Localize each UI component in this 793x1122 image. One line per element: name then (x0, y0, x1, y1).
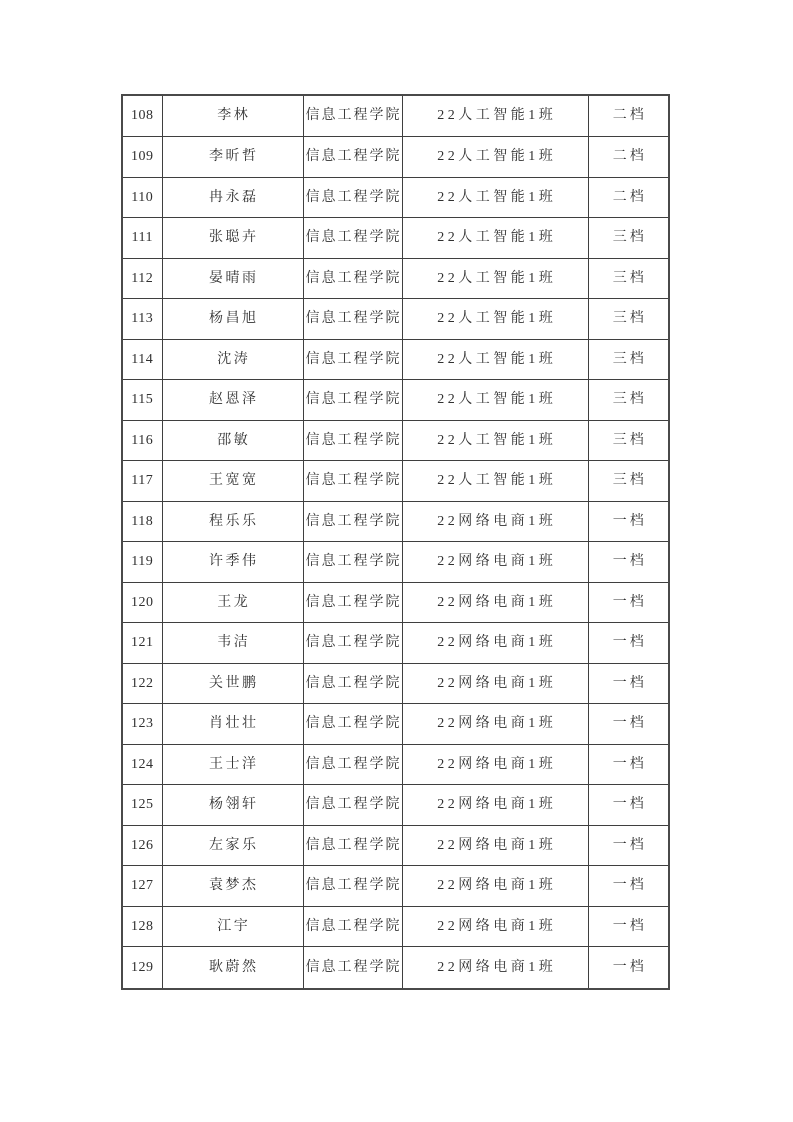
serial-number-cell: 125 (122, 785, 162, 826)
class-cell: 22人工智能1班 (402, 339, 588, 380)
college-cell: 信息工程学院 (303, 461, 402, 502)
tier-cell: 一档 (588, 744, 669, 785)
tier-cell: 二档 (588, 177, 669, 218)
table-row (122, 623, 669, 664)
tier-cell: 三档 (588, 218, 669, 259)
class-cell: 22网络电商1班 (402, 704, 588, 745)
student-name-cell: 李林 (162, 95, 303, 137)
college-cell: 信息工程学院 (303, 339, 402, 380)
table-row (122, 501, 669, 542)
student-name-cell: 杨昌旭 (162, 299, 303, 340)
student-name-cell: 晏晴雨 (162, 258, 303, 299)
student-name-cell: 王士洋 (162, 744, 303, 785)
serial-number-cell: 115 (122, 380, 162, 421)
serial-number-cell: 116 (122, 420, 162, 461)
table-row (122, 825, 669, 866)
college-cell: 信息工程学院 (303, 866, 402, 907)
class-cell: 22人工智能1班 (402, 380, 588, 421)
class-cell: 22网络电商1班 (402, 906, 588, 947)
tier-cell: 一档 (588, 785, 669, 826)
college-cell: 信息工程学院 (303, 137, 402, 178)
student-name-cell: 冉永磊 (162, 177, 303, 218)
college-cell: 信息工程学院 (303, 420, 402, 461)
college-cell: 信息工程学院 (303, 947, 402, 989)
table-row (122, 339, 669, 380)
student-name-cell: 许季伟 (162, 542, 303, 583)
student-name-cell: 王宽宽 (162, 461, 303, 502)
college-cell: 信息工程学院 (303, 380, 402, 421)
class-cell: 22人工智能1班 (402, 420, 588, 461)
tier-cell: 一档 (588, 947, 669, 989)
college-cell: 信息工程学院 (303, 825, 402, 866)
class-cell: 22网络电商1班 (402, 785, 588, 826)
class-cell: 22网络电商1班 (402, 501, 588, 542)
serial-number-cell: 120 (122, 582, 162, 623)
class-cell: 22网络电商1班 (402, 866, 588, 907)
class-cell: 22人工智能1班 (402, 299, 588, 340)
class-cell: 22网络电商1班 (402, 744, 588, 785)
table-row (122, 137, 669, 178)
student-name-cell: 肖壮壮 (162, 704, 303, 745)
tier-cell: 三档 (588, 420, 669, 461)
class-cell: 22网络电商1班 (402, 947, 588, 989)
serial-number-cell: 121 (122, 623, 162, 664)
serial-number-cell: 126 (122, 825, 162, 866)
tier-cell: 三档 (588, 258, 669, 299)
table-row (122, 542, 669, 583)
table-row (122, 704, 669, 745)
college-cell: 信息工程学院 (303, 582, 402, 623)
serial-number-cell: 118 (122, 501, 162, 542)
tier-cell: 一档 (588, 866, 669, 907)
student-name-cell: 杨翎轩 (162, 785, 303, 826)
student-name-cell: 耿蔚然 (162, 947, 303, 989)
student-name-cell: 邵敏 (162, 420, 303, 461)
student-name-cell: 李昕哲 (162, 137, 303, 178)
college-cell: 信息工程学院 (303, 258, 402, 299)
tier-cell: 一档 (588, 501, 669, 542)
table-row (122, 380, 669, 421)
serial-number-cell: 114 (122, 339, 162, 380)
class-cell: 22人工智能1班 (402, 137, 588, 178)
serial-number-cell: 127 (122, 866, 162, 907)
student-roster-table (121, 94, 670, 990)
class-cell: 22人工智能1班 (402, 95, 588, 137)
student-name-cell: 沈涛 (162, 339, 303, 380)
class-cell: 22网络电商1班 (402, 582, 588, 623)
college-cell: 信息工程学院 (303, 704, 402, 745)
student-name-cell: 张聪卉 (162, 218, 303, 259)
table-row (122, 582, 669, 623)
serial-number-cell: 119 (122, 542, 162, 583)
serial-number-cell: 129 (122, 947, 162, 989)
student-name-cell: 赵恩泽 (162, 380, 303, 421)
class-cell: 22人工智能1班 (402, 177, 588, 218)
student-name-cell: 程乐乐 (162, 501, 303, 542)
class-cell: 22网络电商1班 (402, 623, 588, 664)
serial-number-cell: 123 (122, 704, 162, 745)
college-cell: 信息工程学院 (303, 218, 402, 259)
college-cell: 信息工程学院 (303, 501, 402, 542)
serial-number-cell: 122 (122, 663, 162, 704)
class-cell: 22人工智能1班 (402, 461, 588, 502)
serial-number-cell: 128 (122, 906, 162, 947)
college-cell: 信息工程学院 (303, 95, 402, 137)
serial-number-cell: 113 (122, 299, 162, 340)
student-name-cell: 江宇 (162, 906, 303, 947)
tier-cell: 三档 (588, 380, 669, 421)
tier-cell: 一档 (588, 663, 669, 704)
college-cell: 信息工程学院 (303, 542, 402, 583)
college-cell: 信息工程学院 (303, 744, 402, 785)
serial-number-cell: 117 (122, 461, 162, 502)
table-row (122, 95, 669, 137)
student-name-cell: 关世鹏 (162, 663, 303, 704)
serial-number-cell: 111 (122, 218, 162, 259)
table-row (122, 906, 669, 947)
college-cell: 信息工程学院 (303, 299, 402, 340)
college-cell: 信息工程学院 (303, 663, 402, 704)
student-name-cell: 袁梦杰 (162, 866, 303, 907)
serial-number-cell: 112 (122, 258, 162, 299)
class-cell: 22网络电商1班 (402, 663, 588, 704)
class-cell: 22网络电商1班 (402, 825, 588, 866)
tier-cell: 三档 (588, 339, 669, 380)
table-row (122, 461, 669, 502)
serial-number-cell: 124 (122, 744, 162, 785)
serial-number-cell: 108 (122, 95, 162, 137)
tier-cell: 三档 (588, 299, 669, 340)
table-row (122, 947, 669, 989)
serial-number-cell: 109 (122, 137, 162, 178)
college-cell: 信息工程学院 (303, 623, 402, 664)
class-cell: 22人工智能1班 (402, 218, 588, 259)
student-name-cell: 王龙 (162, 582, 303, 623)
tier-cell: 一档 (588, 825, 669, 866)
student-roster-body (122, 95, 669, 989)
student-name-cell: 韦洁 (162, 623, 303, 664)
class-cell: 22网络电商1班 (402, 542, 588, 583)
table-row (122, 663, 669, 704)
tier-cell: 一档 (588, 623, 669, 664)
college-cell: 信息工程学院 (303, 785, 402, 826)
table-row (122, 258, 669, 299)
table-row (122, 866, 669, 907)
table-row (122, 744, 669, 785)
table-row (122, 420, 669, 461)
tier-cell: 一档 (588, 542, 669, 583)
class-cell: 22人工智能1班 (402, 258, 588, 299)
table-row (122, 177, 669, 218)
student-name-cell: 左家乐 (162, 825, 303, 866)
table-row (122, 785, 669, 826)
tier-cell: 二档 (588, 95, 669, 137)
tier-cell: 一档 (588, 582, 669, 623)
college-cell: 信息工程学院 (303, 177, 402, 218)
tier-cell: 一档 (588, 906, 669, 947)
tier-cell: 三档 (588, 461, 669, 502)
tier-cell: 二档 (588, 137, 669, 178)
table-row (122, 218, 669, 259)
table-row (122, 299, 669, 340)
tier-cell: 一档 (588, 704, 669, 745)
serial-number-cell: 110 (122, 177, 162, 218)
college-cell: 信息工程学院 (303, 906, 402, 947)
